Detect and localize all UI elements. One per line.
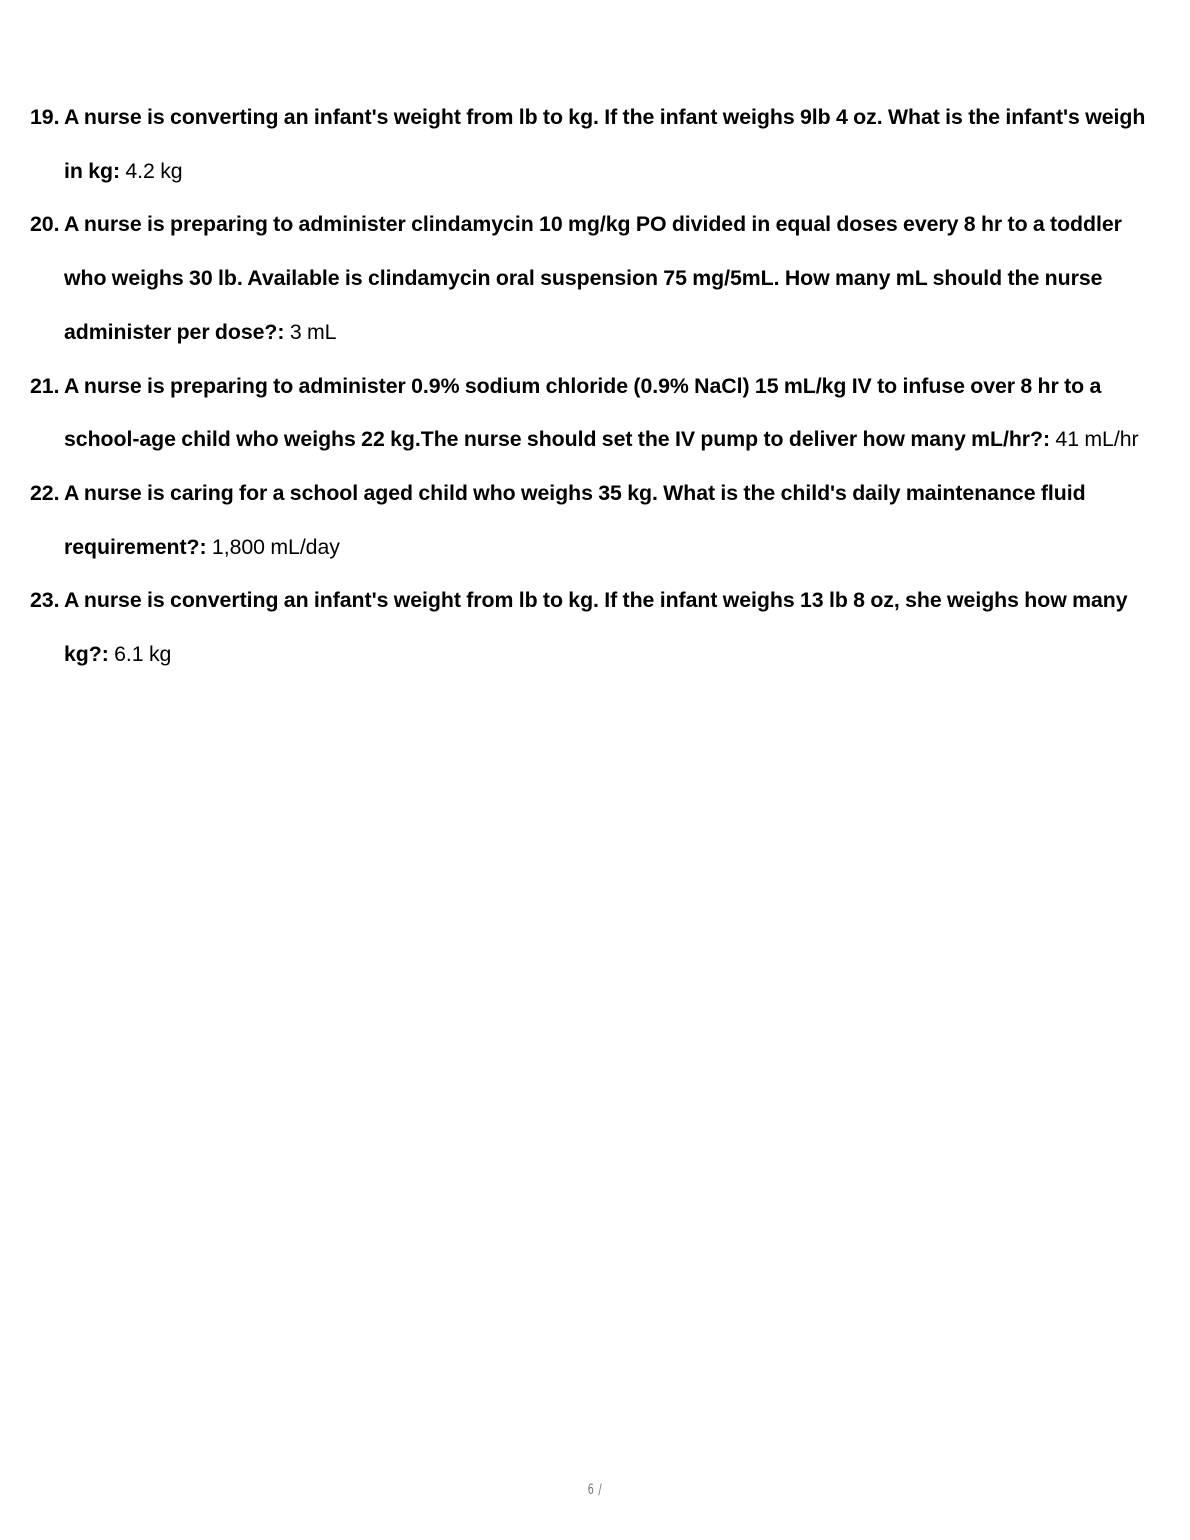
question-text: A nurse is preparing to administer clindamycin 10 mg/kg PO divided in equal doses every 8 hr to a toddler who weighs 30 lb. Available is clindamycin oral suspension 75 mg/5mL. How many mL should the nurse administer per dose?: [64, 212, 1122, 344]
question-text: A nurse is caring for a school aged child who weighs 35 kg. What is the child's daily maintenance fluid requirement?: [64, 480, 1086, 559]
question-text: A nurse is preparing to administer 0.9% sodium chloride (0.9% NaCl) 15 mL/kg IV to infuse over 8 hr to a school-age child who weighs 22 kg.The nurse should set the IV pump to deliver how many mL/hr?: [64, 373, 1102, 452]
question-answer: 1,800 mL/day [211, 534, 340, 559]
question-text: A nurse is converting an infant's weight from lb to kg. If the infant weighs 9lb 4 oz. What is the infant's weigh in kg: [64, 105, 1146, 183]
question-item [30, 360, 1165, 467]
question-number: 21. [30, 373, 60, 398]
question-answer: 4.2 kg [125, 158, 183, 183]
question-number: 22. [30, 480, 60, 505]
question-text: A nurse is converting an infant's weight from lb to kg. If the infant weighs 13 lb 8 oz, she weighs how many kg?: [64, 588, 1128, 667]
page-number: 6 / [587, 1482, 603, 1498]
question-list [30, 91, 1165, 682]
question-number: 23. [30, 588, 60, 613]
question-answer: 6.1 kg [114, 642, 172, 667]
question-number: 19. [30, 105, 60, 129]
question-item [30, 198, 1165, 359]
question-item [30, 574, 1165, 681]
question-number: 20. [30, 212, 60, 237]
question-item [30, 91, 1165, 198]
question-item [30, 467, 1165, 574]
question-answer: 3 mL [289, 319, 337, 344]
question-answer: 41 mL/hr [1055, 427, 1139, 452]
